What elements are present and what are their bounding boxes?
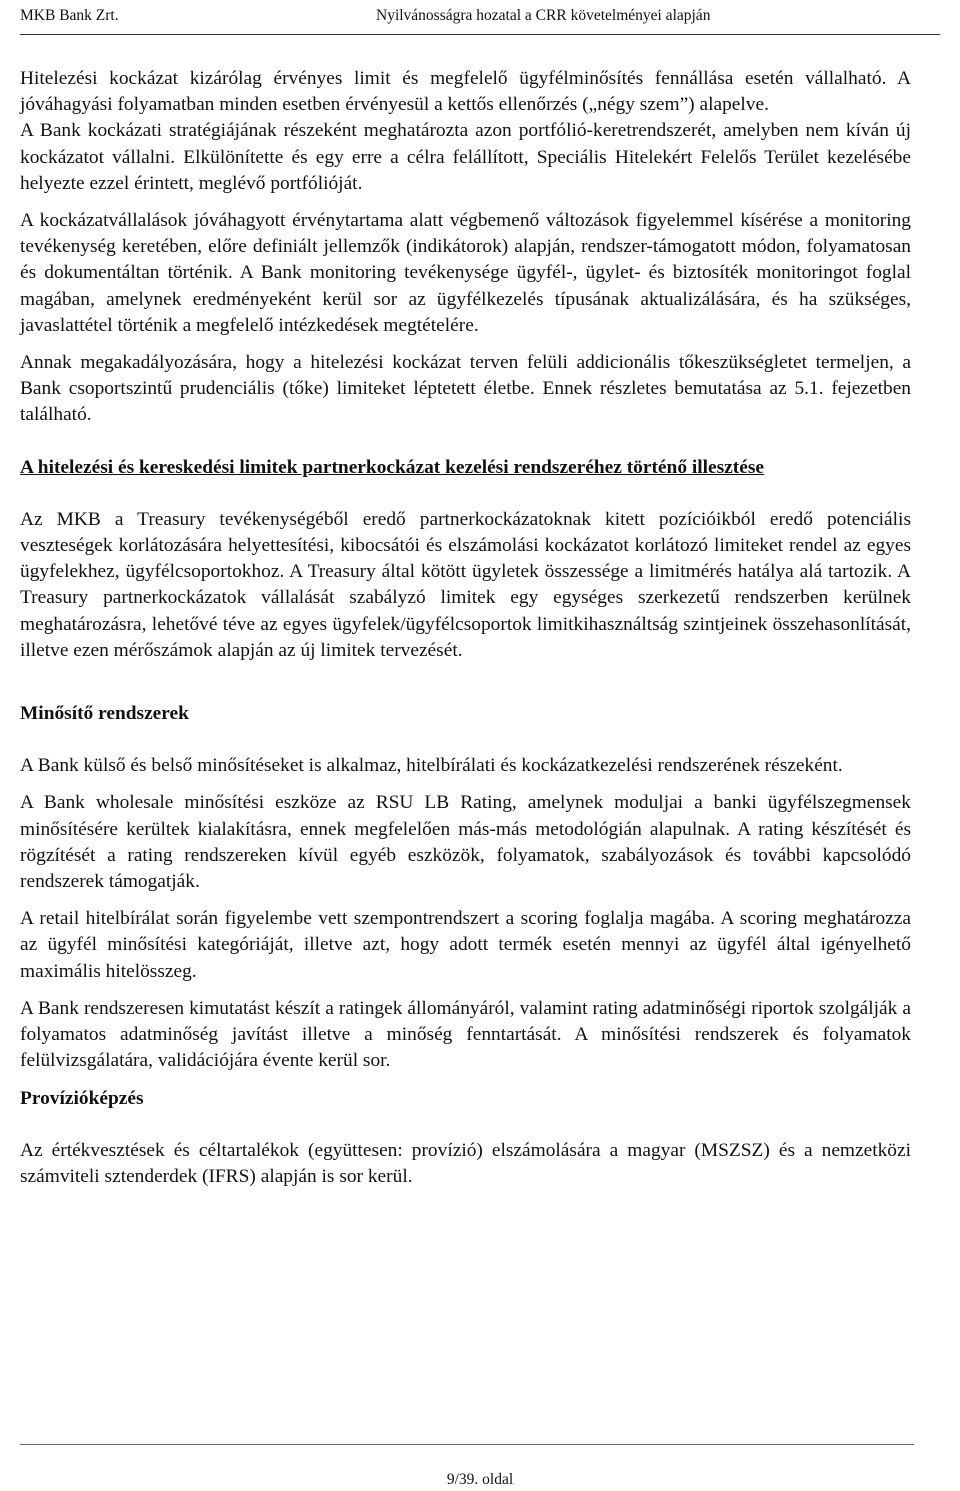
paragraph-retail-scoring: A retail hitelbírálat során figyelembe vett szempontrendszert a scoring foglalja magába. A scoring meghatározza az ügyfél minősítési kategóriáját, illetve azt, hogy adott termék esetén mennyi az ügyfél által igényelhető maximális hitelösszeg. — [20, 908, 911, 982]
paragraph-capital-limits: Annak megakadályozására, hogy a hitelezési kockázat terven felüli addicionális tőkeszükségletet termeljen, a Bank csoportszintű prudenciális (tőke) limiteket léptetett életbe. Ennek részletes bemutatása az 5.1. fejezetben található. — [20, 352, 911, 426]
paragraph-portfolio-framework: A Bank kockázati stratégiájának részeként meghatározta azon portfólió-keretrendszerét, amelyben nem kíván új kockázatot vállalni. Elkülönítette és egy erre a célra felállított, Speciális Hitelekért Felelős Terület kezelésébe helyezte ezzel érintett, meglévő portfólióját. — [20, 120, 911, 194]
paragraph-credit-limit: Hitelezési kockázat kizárólag érvényes limit és megfelelő ügyfélminősítés fennállása esetén vállalható. A jóváhagyási folyamatban minden esetben érvényesül a kettős ellenőrzés („négy szem”) alapelve. — [20, 68, 911, 116]
paragraph-monitoring: A kockázatvállalások jóváhagyott érvénytartama alatt végbemenő változások figyelemmel kísérése a monitoring tevékenység keretében, előre definiált jellemzők (indikátorok) alapján, rendszer-támogatott módon, folyamatosan és dokumentáltan történik. A Bank monitoring tevékenysége ügyfél-, ügylet- és biztosíték monitoringot foglal magában, amelynek eredményeként kerül sor az ügyfélkezelés típusának aktualizálására, és ha szükséges, javaslattétel történik a megfelelő intézkedések megtételére. — [20, 210, 911, 336]
paragraph-wholesale-rating: A Bank wholesale minősítési eszköze az RSU LB Rating, amelynek moduljai a banki ügyfélszegmensek minősítésére kerültek kialakításra, ennek megfelelően más-más metodológián alapulnak. A rating készítését és rögzítését a rating rendszereken kívül egyéb eszközök, folyamatok, szabályozások és további kapcsolódó rendszerek támogatják. — [20, 792, 911, 893]
page-header — [20, 4, 940, 35]
document-body — [20, 66, 911, 1190]
header-company: MKB Bank Zrt. — [20, 7, 119, 24]
paragraph-rating-reports: A Bank rendszeresen kimutatást készít a ratingek állományáról, valamint rating adatminőségi riportok szolgálják a folyamatos adatminőség javítást illetve a minőség fenntartását. A minősítési rendszerek és folyamatok felülvizsgálatára, validációjára évente kerül sor. — [20, 997, 911, 1072]
section-heading-rating: Minősítő rendszerek — [20, 703, 189, 725]
footer-divider — [20, 1444, 914, 1445]
paragraph-treasury: Az MKB a Treasury tevékenységéből eredő partnerkockázatoknak kitett pozícióikból eredő potenciális veszteségek korlátozására helyettesítési, kibocsátói és elszámolási kockázatot korlátozó limiteket rendel az egyes ügyfelekhez, ügyfélcsoportokhoz. A Treasury által kötött ügyletek összessége a limitmérés hatálya alá tartozik. A Treasury partnerkockázatok vállalását szabályzó limitek egy egységes szerkezetű rendszerben kerülnek meghatározásra, lehetővé téve az egyes ügyfelek/ügyfélcsoportok limitkihasználtság szintjeinek összehasonlítását, illetve ezen mérőszámok alapján az új limitek tervezését. — [20, 508, 911, 661]
header-title: Nyilvánosságra hozatal a CRR követelményei alapján — [376, 7, 711, 24]
paragraph-ratings-intro: A Bank külső és belső minősítéseket is alkalmaz, hitelbírálati és kockázatkezelési rendszerének részeként. — [20, 755, 843, 777]
page-number: 9/39. oldal — [446, 1471, 514, 1488]
paragraph-provisioning: Az értékvesztések és céltartalékok (együttesen: provízió) elszámolására a magyar (MSZSZ) és a nemzetközi számviteli sztenderdek (IFRS) alapján is sor kerül. — [20, 1139, 911, 1187]
section-heading-limits: A hitelezési és kereskedési limitek partnerkockázat kezelési rendszeréhez történő illesztése — [20, 456, 765, 478]
section-heading-provisioning: Provízióképzés — [20, 1087, 144, 1109]
